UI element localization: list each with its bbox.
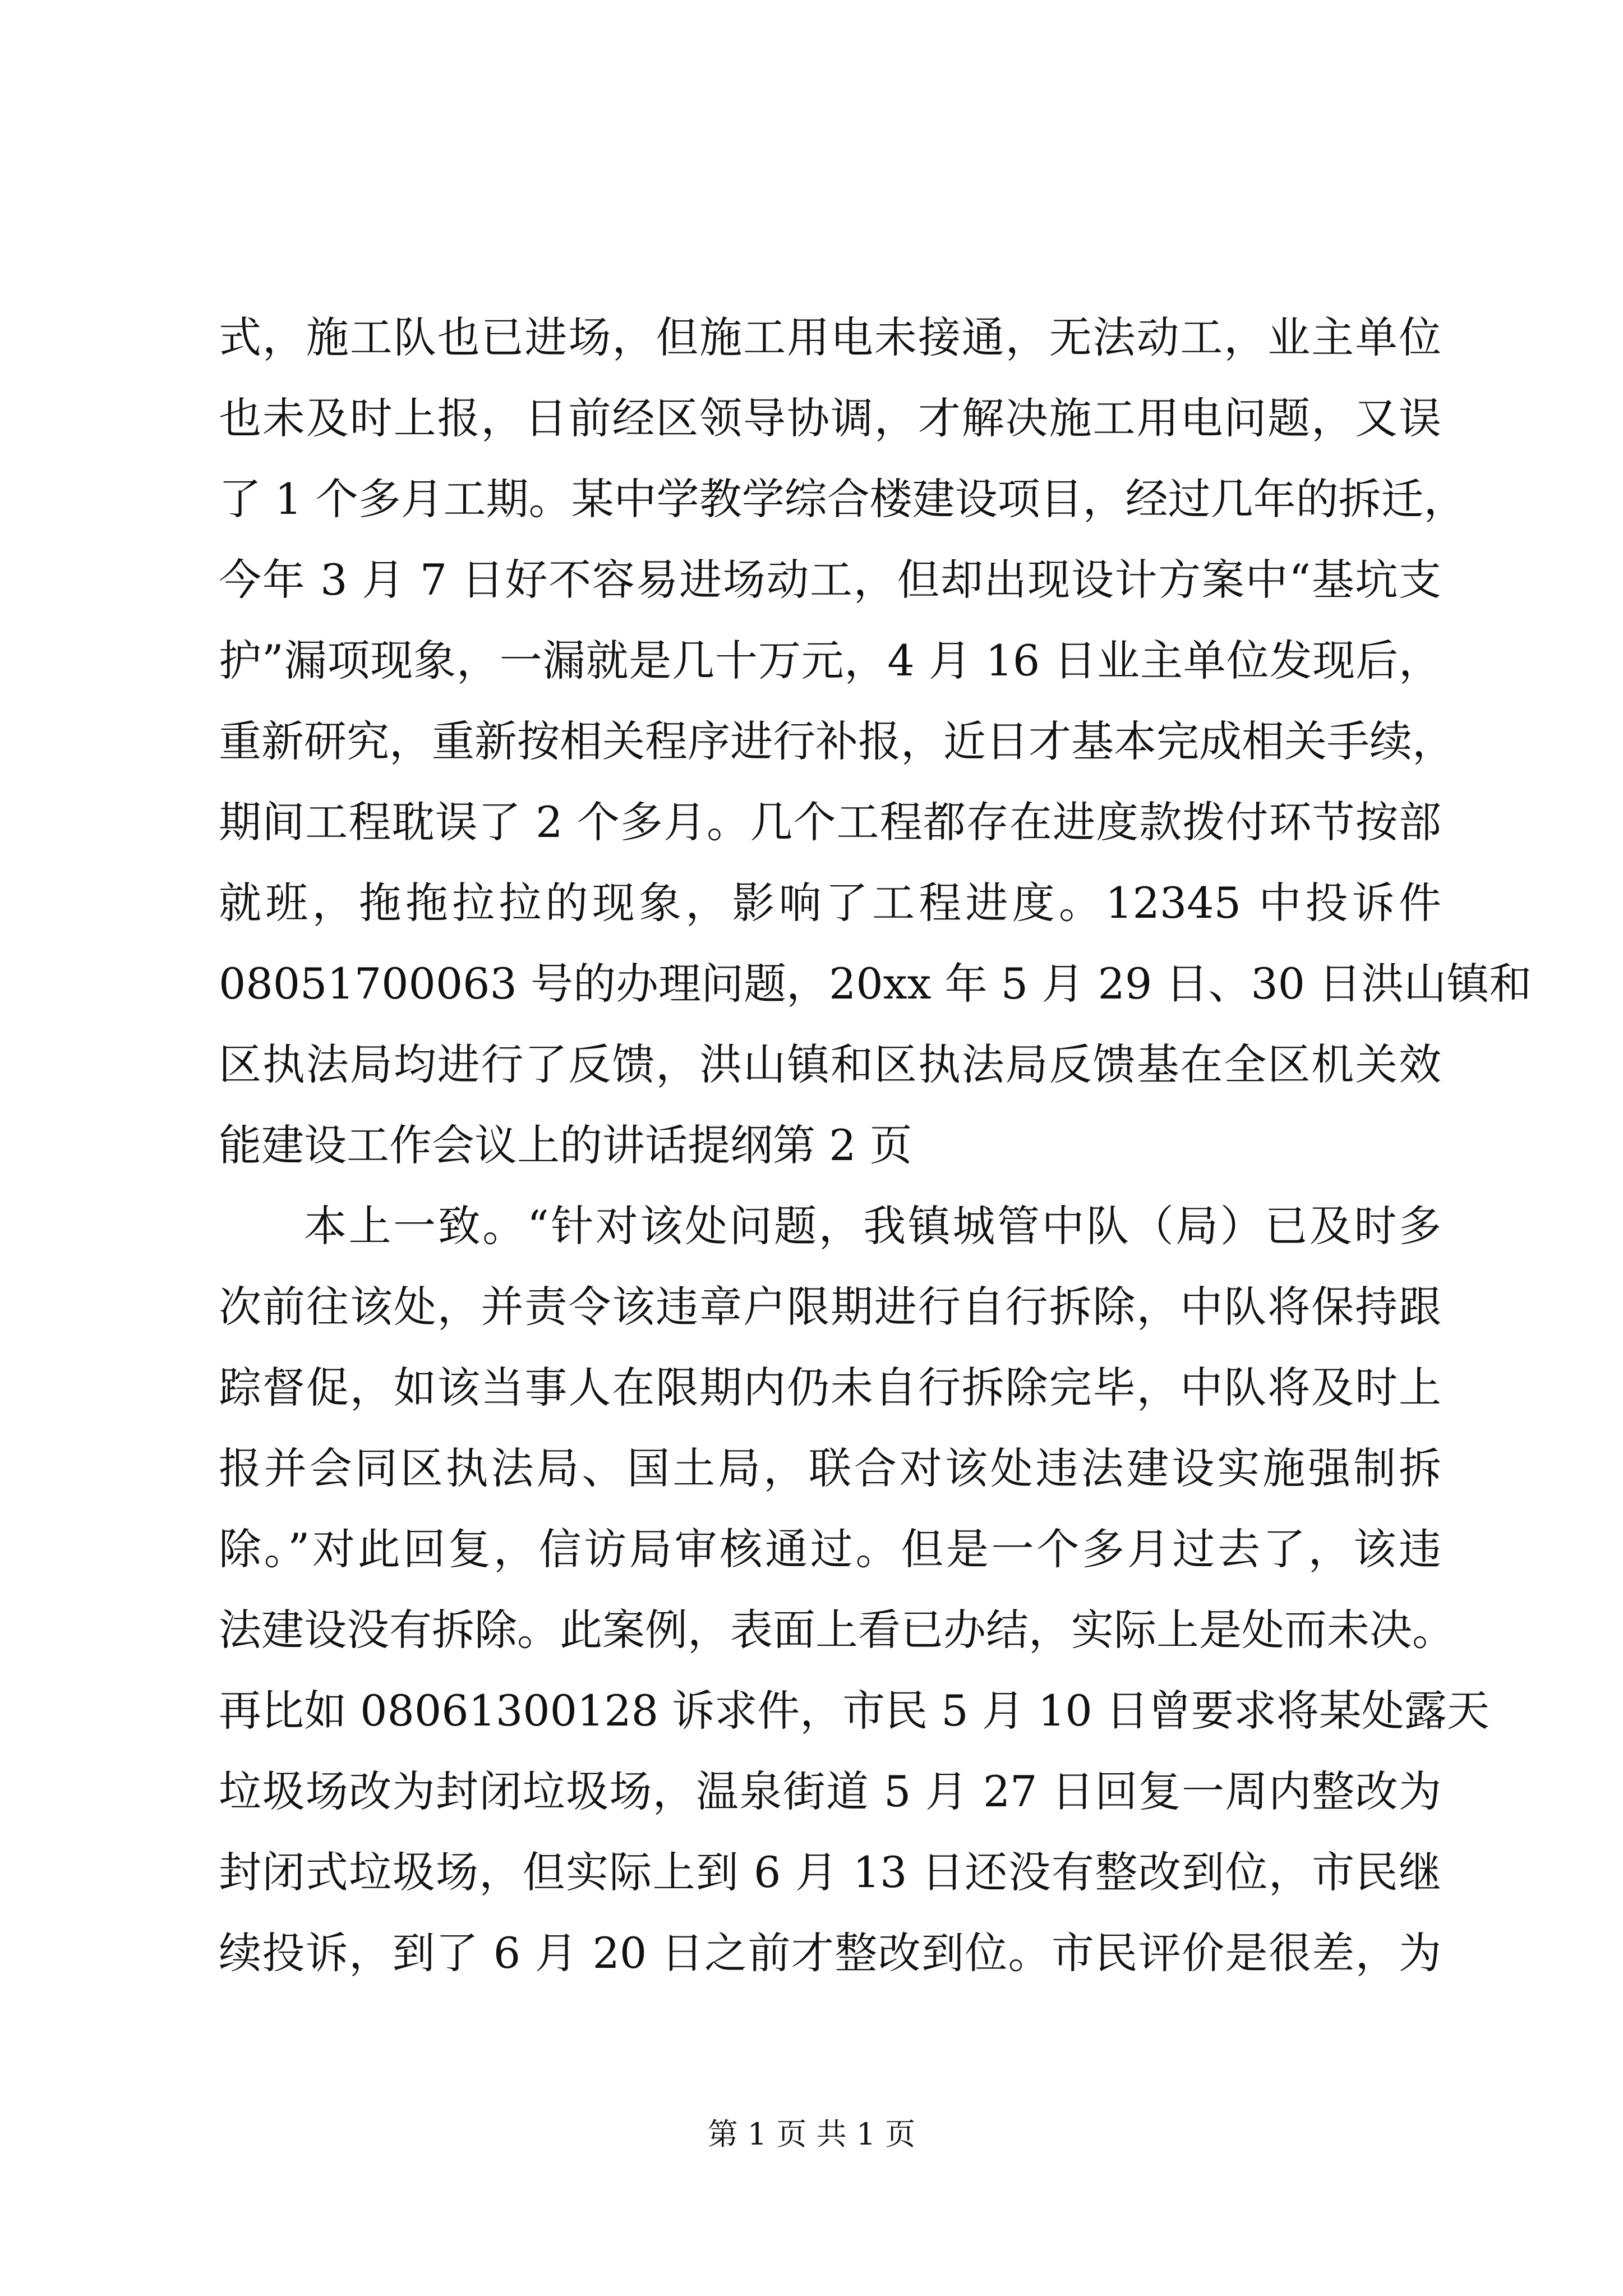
text-line: 报并会同区执法局、国土局，联合对该处违法建设实施强制拆 (219, 1443, 1441, 1493)
text-line: 踪督促，如该当事人在限期内仍未自行拆除完毕，中队将及时上 (219, 1363, 1441, 1412)
text-line: 续投诉，到了 6 月 20 日之前才整改到位。市民评价是很差，为 (219, 1928, 1441, 1978)
text-line: 除。”对此回复，信访局审核通过。但是一个多月过去了，该违 (219, 1524, 1441, 1574)
text-line: 08051700063 号的办理问题，20xx 年 5 月 29 日、30 日洪山镇和 (219, 959, 1532, 1009)
text-line: 垃圾场改为封闭垃圾场，温泉街道 5 月 27 日回复一周内整改为 (219, 1766, 1441, 1816)
document-body (219, 297, 1532, 1994)
text-line: 区执法局均进行了反馈，洪山镇和区执法局反馈基在全区机关效 (219, 1039, 1441, 1089)
text-line: 式，施工队也已进场，但施工用电未接通，无法动工，业主单位 (219, 312, 1441, 362)
page-number-label: 第 1 页 共 1 页 (707, 2116, 916, 2152)
text-line: 护”漏项现象，一漏就是几十万元，4 月 16 日业主单位发现后， (219, 636, 1441, 685)
text-line: 期间工程耽误了 2 个多月。几个工程都存在进度款拨付环节按部 (219, 797, 1441, 847)
paragraph-1 (219, 297, 1532, 1186)
text-line: 能建设工作会议上的讲话提纲第 2 页 (219, 1120, 912, 1170)
text-line: 本上一致。“针对该处问题，我镇城管中队（局）已及时多 (304, 1201, 1441, 1251)
text-line: 就班，拖拖拉拉的现象，影响了工程进度。12345 中投诉件 (219, 878, 1441, 928)
text-line: 封闭式垃圾场，但实际上到 6 月 13 日还没有整改到位，市民继 (219, 1847, 1441, 1897)
page-footer (0, 2115, 1623, 2154)
text-line: 今年 3 月 7 日好不容易进场动工，但却出现设计方案中“基坑支 (219, 555, 1441, 605)
paragraph-2 (219, 1186, 1490, 1994)
text-line: 重新研究，重新按相关程序进行补报，近日才基本完成相关手续， (219, 716, 1455, 766)
text-line: 次前往该处，并责令该违章户限期进行自行拆除，中队将保持跟 (219, 1282, 1441, 1332)
text-line: 也未及时上报，日前经区领导协调，才解决施工用电问题，又误 (219, 393, 1441, 443)
text-line: 再比如 08061300128 诉求件，市民 5 月 10 日曾要求将某处露天 (219, 1686, 1490, 1736)
text-line: 了 1 个多月工期。某中学教学综合楼建设项目，经过几年的拆迁， (219, 474, 1467, 524)
text-line: 法建设没有拆除。此案例，表面上看已办结，实际上是处而未决。 (219, 1605, 1455, 1655)
